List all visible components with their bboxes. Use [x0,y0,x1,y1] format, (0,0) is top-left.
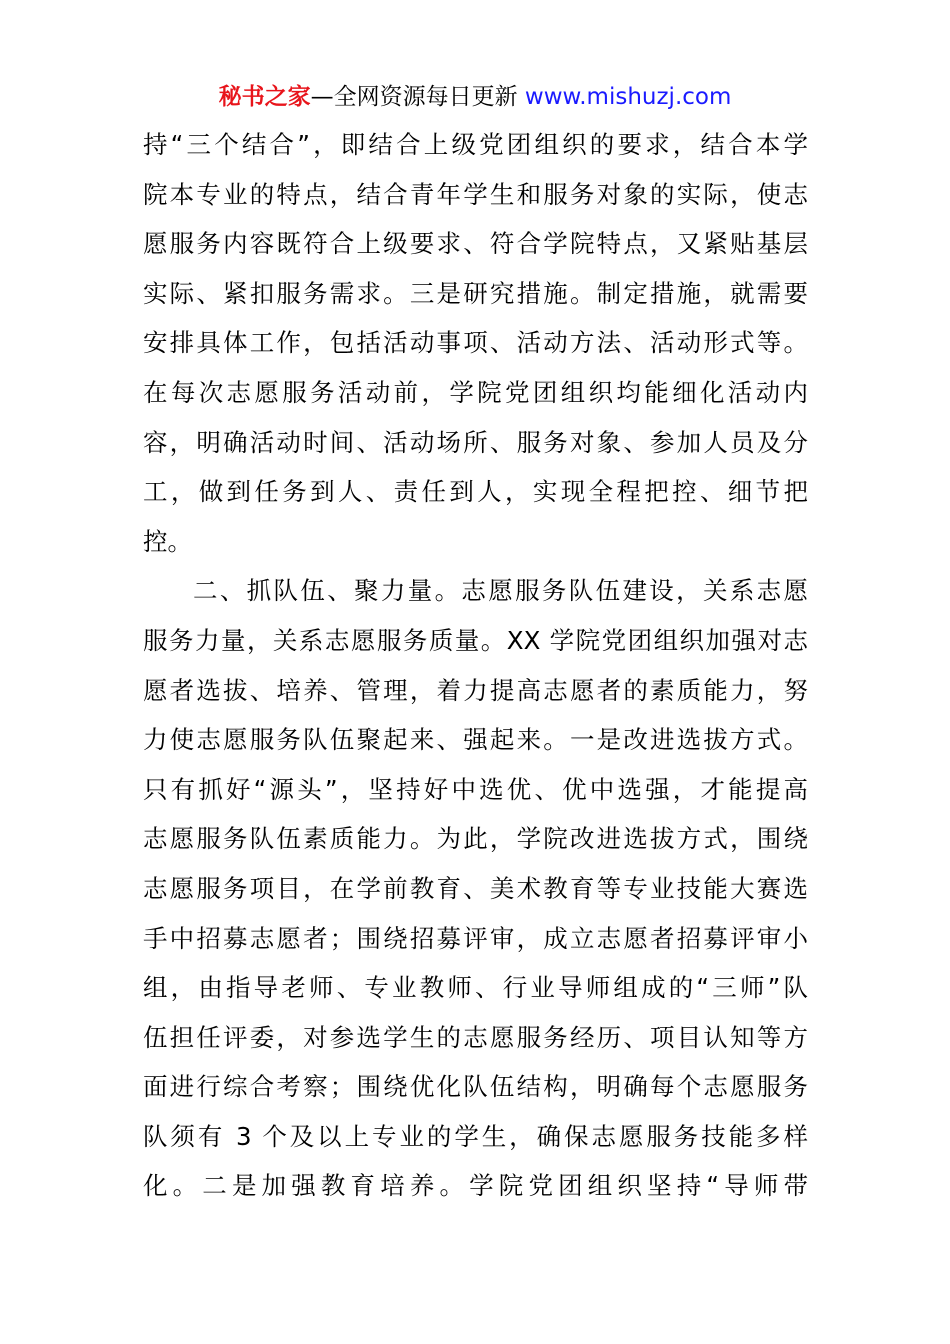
text-line: 院本专业的特点，结合青年学生和服务对象的实际，使志 [143,179,808,209]
text-line: 伍担任评委，对参选学生的志愿服务经历、项目认知等方 [143,1022,808,1052]
document-body [143,120,808,1211]
text-line: 化。二是加强教育培养。学院党团组织坚持“导师带 [143,1171,808,1201]
text-line: 手中招募志愿者；围绕招募评审，成立志愿者招募评审小 [143,923,808,953]
site-brand: 秘书之家 [218,84,311,110]
site-url[interactable]: www.mishuzj.com [524,84,732,110]
text-line: 安排具体工作，包括活动事项、活动方法、活动形式等。 [143,328,808,358]
text-line: 志愿服务项目，在学前教育、美术教育等专业技能大赛选 [143,873,808,903]
text-line: 实际、紧扣服务需求。三是研究措施。制定措施，就需要 [143,278,808,308]
text-line: 持“三个结合”，即结合上级党团组织的要求，结合本学 [143,130,808,159]
text-line: 队须有 3 个及以上专业的学生，确保志愿服务技能多样 [143,1121,808,1151]
text-line: 力使志愿服务队伍聚起来、强起来。一是改进选拔方式。 [143,725,808,755]
site-header [0,80,950,114]
text-line: 服务力量，关系志愿服务质量。XX 学院党团组织加强对志 [143,625,808,655]
text-line: 组，由指导老师、专业教师、行业导师组成的“三师”队 [143,973,808,1003]
text-line: 只有抓好“源头”，坚持好中选优、优中选强，才能提高 [143,774,808,804]
text-line-paragraph-end: 控。 [143,526,192,556]
text-line: 志愿服务队伍素质能力。为此，学院改进选拔方式，围绕 [143,824,808,854]
text-line: 愿服务内容既符合上级要求、符合学院特点，又紧贴基层 [143,229,808,259]
text-line: 面进行综合考察；围绕优化队伍结构，明确每个志愿服务 [143,1072,808,1102]
text-line: 愿者选拔、培养、管理，着力提高志愿者的素质能力，努 [143,675,808,705]
text-line-paragraph-start: 二、抓队伍、聚力量。志愿服务队伍建设，关系志愿 [193,576,808,606]
site-tagline: —全网资源每日更新 [310,84,518,110]
text-line: 容，明确活动时间、活动场所、服务对象、参加人员及分 [143,427,808,457]
text-line: 工，做到任务到人、责任到人，实现全程把控、细节把 [143,477,808,507]
text-line: 在每次志愿服务活动前，学院党团组织均能细化活动内 [143,377,808,407]
